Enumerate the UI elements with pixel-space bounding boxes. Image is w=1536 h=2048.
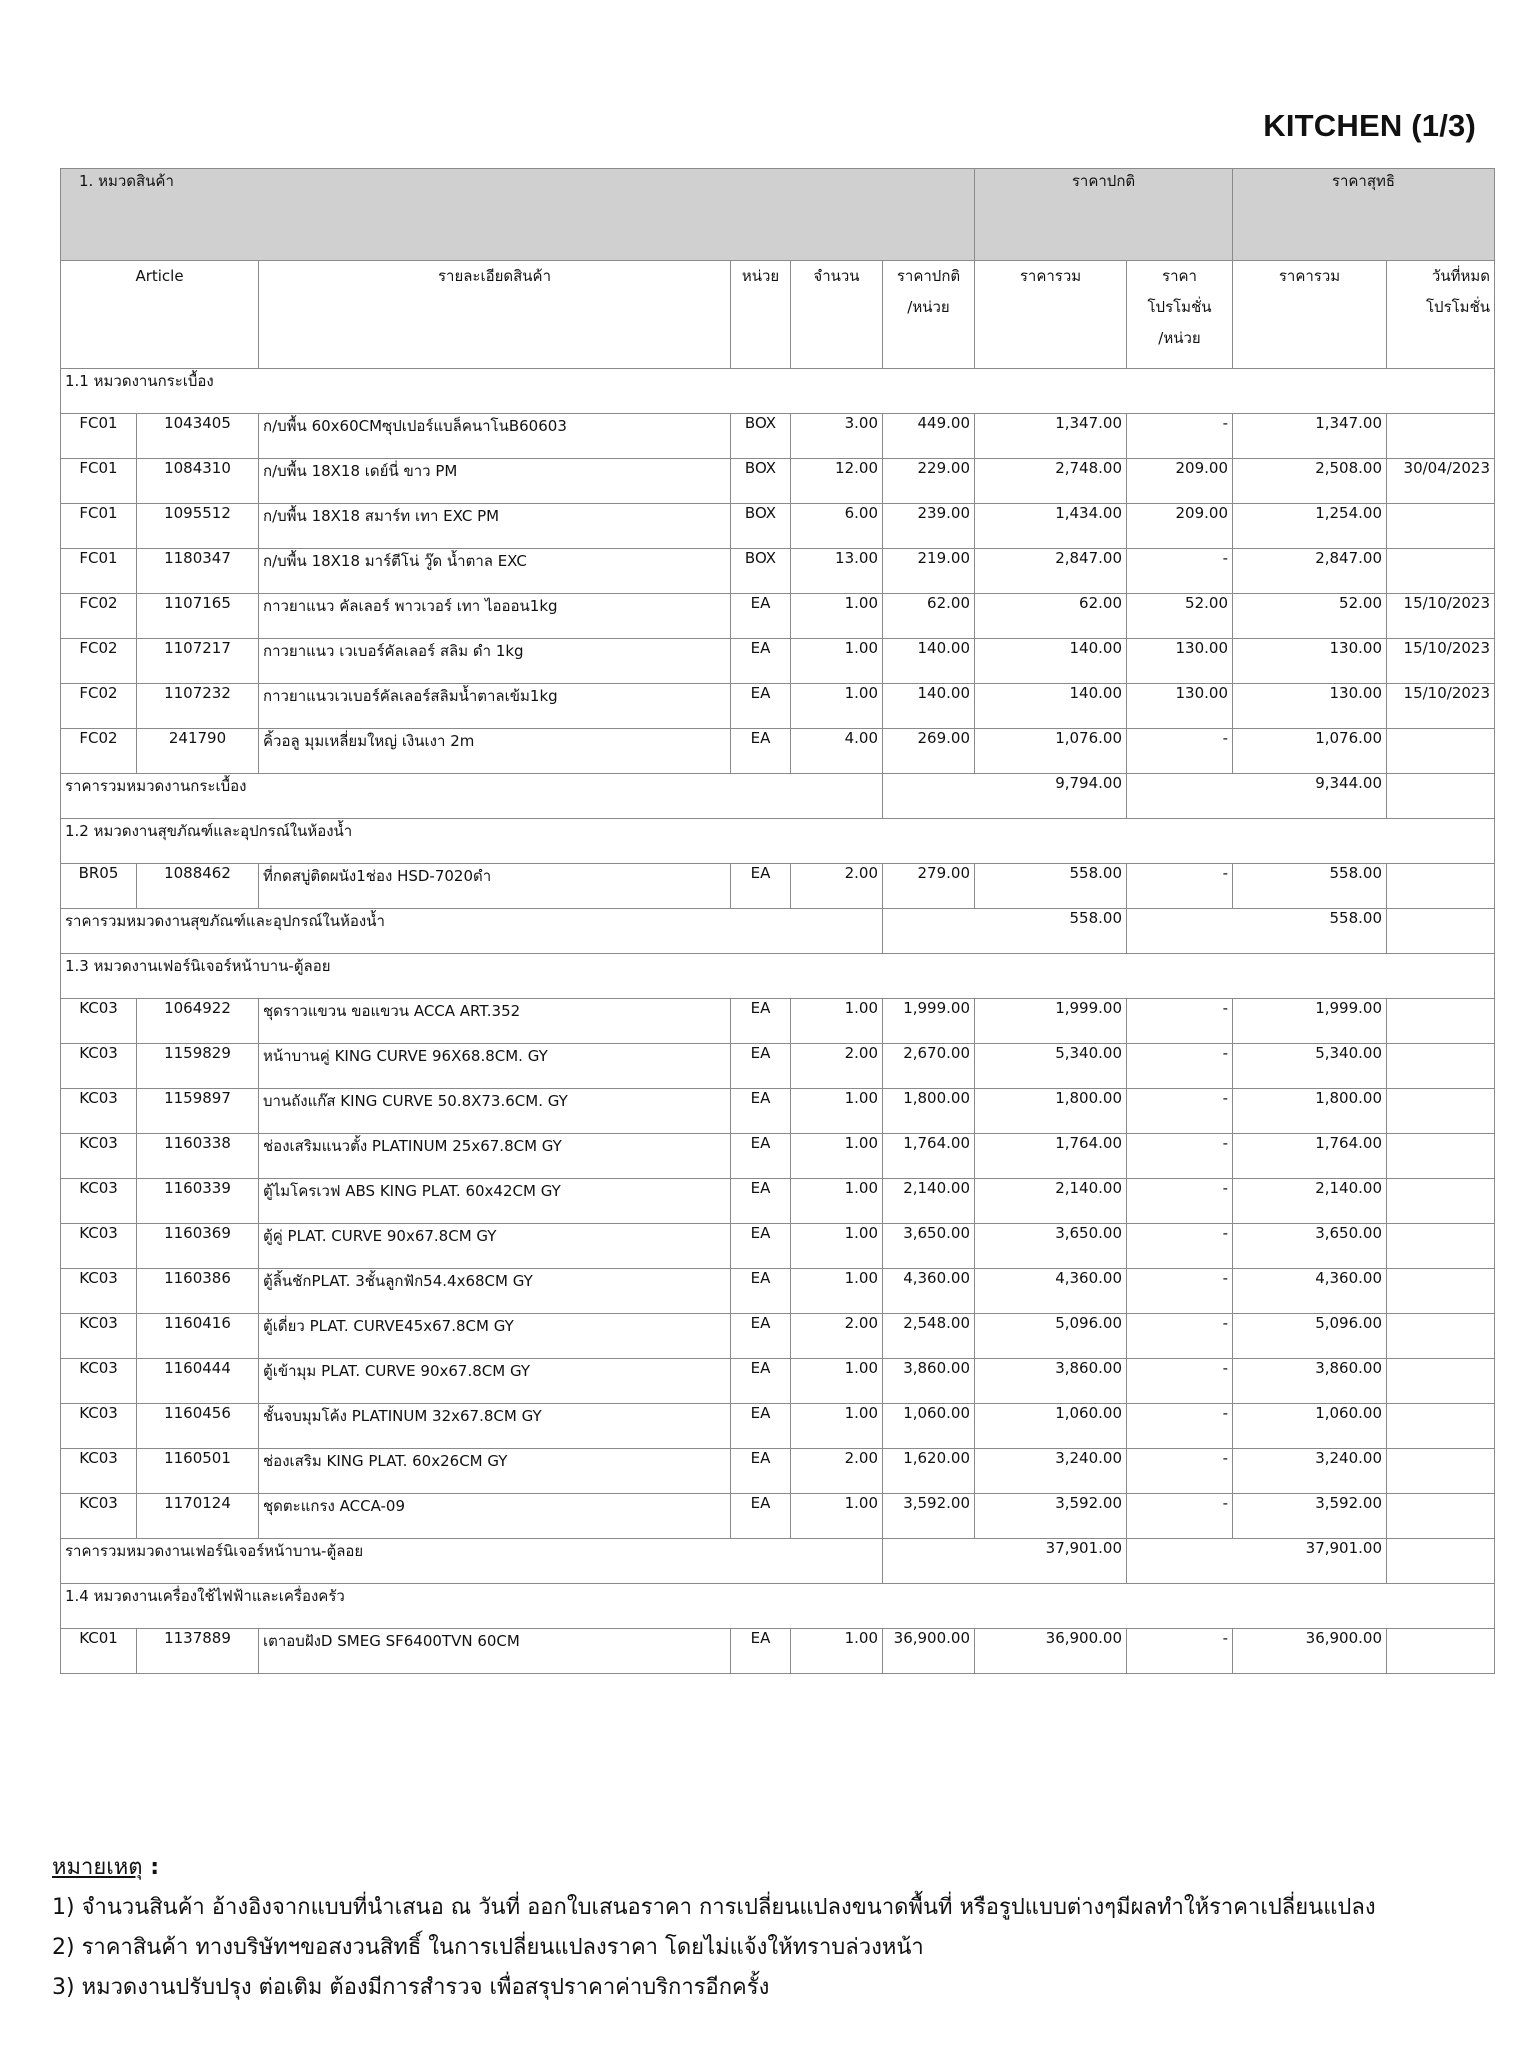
item-unit-price: 1,800.00 xyxy=(883,1089,975,1134)
item-promo-price: - xyxy=(1127,1494,1233,1539)
table-row xyxy=(61,1629,1495,1674)
item-unit: EA xyxy=(731,1314,791,1359)
subtotal-label: ราคารวมหมวดงานสุขภัณฑ์และอุปกรณ์ในห้องน้ำ xyxy=(61,909,883,954)
table-row xyxy=(61,549,1495,594)
item-promo-end-date xyxy=(1387,1494,1495,1539)
product-group-code: KC01 xyxy=(61,1629,137,1674)
item-unit-price: 239.00 xyxy=(883,504,975,549)
article-number: 1160386 xyxy=(137,1269,259,1314)
item-description: ก/บพื้น 60x60CMซุปเปอร์แบล็คนาโนB60603 xyxy=(259,414,731,459)
item-promo-end-date xyxy=(1387,414,1495,459)
item-total: 3,240.00 xyxy=(975,1449,1127,1494)
article-number: 1160416 xyxy=(137,1314,259,1359)
subtotal-empty-cell xyxy=(1387,909,1495,954)
item-unit-price: 1,764.00 xyxy=(883,1134,975,1179)
unit-price-header-line1: ราคาปกติ xyxy=(896,267,961,285)
item-description: บานถังแก๊ส KING CURVE 50.8X73.6CM. GY xyxy=(259,1089,731,1134)
subtotal-label: ราคารวมหมวดงานเฟอร์นิเจอร์หน้าบาน-ตู้ลอย xyxy=(61,1539,883,1584)
item-promo-end-date xyxy=(1387,1269,1495,1314)
product-group-code: KC03 xyxy=(61,1494,137,1539)
article-number: 1160444 xyxy=(137,1359,259,1404)
table-row xyxy=(61,1134,1495,1179)
item-total: 3,592.00 xyxy=(975,1494,1127,1539)
item-net-total: 1,060.00 xyxy=(1233,1404,1387,1449)
article-number: 1160456 xyxy=(137,1404,259,1449)
table-row xyxy=(61,1404,1495,1449)
item-promo-price: - xyxy=(1127,864,1233,909)
item-promo-end-date: 15/10/2023 xyxy=(1387,594,1495,639)
item-quantity: 1.00 xyxy=(791,1089,883,1134)
item-quantity: 6.00 xyxy=(791,504,883,549)
item-unit: EA xyxy=(731,1449,791,1494)
item-unit: EA xyxy=(731,1089,791,1134)
product-group-code: FC01 xyxy=(61,504,137,549)
article-number: 1160501 xyxy=(137,1449,259,1494)
item-total: 2,140.00 xyxy=(975,1179,1127,1224)
item-promo-end-date xyxy=(1387,549,1495,594)
item-promo-price: - xyxy=(1127,729,1233,774)
item-promo-price: - xyxy=(1127,1629,1233,1674)
item-unit-price: 2,548.00 xyxy=(883,1314,975,1359)
item-promo-end-date xyxy=(1387,1629,1495,1674)
item-unit: EA xyxy=(731,1404,791,1449)
product-group-code: KC03 xyxy=(61,1179,137,1224)
item-unit-price: 229.00 xyxy=(883,459,975,504)
item-total: 558.00 xyxy=(975,864,1127,909)
promo-price-column-header xyxy=(1127,261,1233,369)
section-title: 1.1 หมวดงานกระเบื้อง xyxy=(61,369,1495,414)
item-description: หน้าบานคู่ KING CURVE 96X68.8CM. GY xyxy=(259,1044,731,1089)
item-net-total: 4,360.00 xyxy=(1233,1269,1387,1314)
item-quantity: 1.00 xyxy=(791,1224,883,1269)
product-group-code: FC02 xyxy=(61,594,137,639)
item-description: ก/บพื้น 18X18 มาร์ตีโน่ วู๊ด น้ำตาล EXC xyxy=(259,549,731,594)
table-row xyxy=(61,999,1495,1044)
item-description: คิ้วอลู มุมเหลี่ยมใหญ่ เงินเงา 2m xyxy=(259,729,731,774)
item-quantity: 4.00 xyxy=(791,729,883,774)
item-unit: EA xyxy=(731,1494,791,1539)
subtotal-label: ราคารวมหมวดงานกระเบื้อง xyxy=(61,774,883,819)
article-number: 1064922 xyxy=(137,999,259,1044)
item-promo-price: - xyxy=(1127,549,1233,594)
promo-header-line3: /หน่วย xyxy=(1158,329,1201,347)
item-promo-end-date xyxy=(1387,1404,1495,1449)
item-unit-price: 62.00 xyxy=(883,594,975,639)
item-total: 36,900.00 xyxy=(975,1629,1127,1674)
item-promo-price: - xyxy=(1127,1404,1233,1449)
product-group-code: KC03 xyxy=(61,1089,137,1134)
item-quantity: 3.00 xyxy=(791,414,883,459)
item-unit: EA xyxy=(731,999,791,1044)
article-number: 1084310 xyxy=(137,459,259,504)
product-group-code: KC03 xyxy=(61,1314,137,1359)
item-description: ก/บพื้น 18X18 สมาร์ท เทา EXC PM xyxy=(259,504,731,549)
subtotal-total: 558.00 xyxy=(883,909,1127,954)
item-net-total: 2,508.00 xyxy=(1233,459,1387,504)
item-unit: BOX xyxy=(731,414,791,459)
item-quantity: 1.00 xyxy=(791,1404,883,1449)
item-promo-end-date xyxy=(1387,1134,1495,1179)
promo-end-header-line2: โปรโมชั่น xyxy=(1425,298,1490,316)
item-quantity: 2.00 xyxy=(791,1314,883,1359)
item-quantity: 2.00 xyxy=(791,1449,883,1494)
item-net-total: 130.00 xyxy=(1233,639,1387,684)
item-total: 1,800.00 xyxy=(975,1089,1127,1134)
product-group-code: KC03 xyxy=(61,1044,137,1089)
item-quantity: 1.00 xyxy=(791,1494,883,1539)
item-net-total: 3,650.00 xyxy=(1233,1224,1387,1269)
table-row xyxy=(61,1089,1495,1134)
promo-header-line1: ราคา xyxy=(1162,267,1197,285)
item-promo-end-date xyxy=(1387,1359,1495,1404)
table-row xyxy=(61,1494,1495,1539)
item-description: ช่องเสริม KING PLAT. 60x26CM GY xyxy=(259,1449,731,1494)
item-description: ตู้ไมโครเวฟ ABS KING PLAT. 60x42CM GY xyxy=(259,1179,731,1224)
item-description: เตาอบฝังD SMEG SF6400TVN 60CM xyxy=(259,1629,731,1674)
item-promo-end-date xyxy=(1387,504,1495,549)
table-row xyxy=(61,1449,1495,1494)
product-group-code: KC03 xyxy=(61,999,137,1044)
product-group-code: FC01 xyxy=(61,414,137,459)
unit-price-column-header xyxy=(883,261,975,369)
item-quantity: 13.00 xyxy=(791,549,883,594)
item-description: ตู้เดี่ยว PLAT. CURVE45x67.8CM GY xyxy=(259,1314,731,1359)
item-net-total: 130.00 xyxy=(1233,684,1387,729)
item-total: 3,860.00 xyxy=(975,1359,1127,1404)
article-column-header: Article xyxy=(61,261,259,369)
product-group-code: FC02 xyxy=(61,729,137,774)
item-unit: EA xyxy=(731,1629,791,1674)
item-promo-price: - xyxy=(1127,1269,1233,1314)
item-net-total: 1,764.00 xyxy=(1233,1134,1387,1179)
table-row xyxy=(61,1224,1495,1269)
item-quantity: 1.00 xyxy=(791,1629,883,1674)
item-promo-end-date xyxy=(1387,999,1495,1044)
item-total: 1,076.00 xyxy=(975,729,1127,774)
item-total: 1,060.00 xyxy=(975,1404,1127,1449)
article-number: 1160369 xyxy=(137,1224,259,1269)
table-row xyxy=(61,414,1495,459)
promo-end-header-line1: วันที่หมด xyxy=(1431,267,1490,285)
item-description: กาวยาแนว เวเบอร์คัลเลอร์ สลิม ดำ 1kg xyxy=(259,639,731,684)
item-unit-price: 1,999.00 xyxy=(883,999,975,1044)
notes-section xyxy=(52,1848,1376,2008)
item-quantity: 1.00 xyxy=(791,684,883,729)
subtotal-empty-cell xyxy=(1387,1539,1495,1584)
net-price-header: ราคาสุทธิ xyxy=(1233,169,1495,261)
item-description: ก/บพื้น 18X18 เดย์นี่ ขาว PM xyxy=(259,459,731,504)
note-line-2: 2) ราคาสินค้า ทางบริษัทฯขอสงวนสิทธิ์ ในการเปลี่ยนแปลงราคา โดยไม่แจ้งให้ทราบล่วงหน้า xyxy=(52,1935,924,1960)
product-group-code: FC01 xyxy=(61,459,137,504)
item-promo-end-date xyxy=(1387,1314,1495,1359)
item-quantity: 2.00 xyxy=(791,864,883,909)
note-line-3: 3) หมวดงานปรับปรุง ต่อเติม ต้องมีการสำรวจ เพื่อสรุปราคาค่าบริการอีกครั้ง xyxy=(52,1975,770,2000)
product-group-code: KC03 xyxy=(61,1269,137,1314)
item-description: ชุดตะแกรง ACCA-09 xyxy=(259,1494,731,1539)
table-row xyxy=(61,504,1495,549)
article-number: 1170124 xyxy=(137,1494,259,1539)
item-quantity: 1.00 xyxy=(791,1359,883,1404)
subtotal-total: 9,794.00 xyxy=(883,774,1127,819)
item-total: 3,650.00 xyxy=(975,1224,1127,1269)
article-number: 1159829 xyxy=(137,1044,259,1089)
item-unit-price: 36,900.00 xyxy=(883,1629,975,1674)
section-header-row xyxy=(61,819,1495,864)
item-promo-price: 52.00 xyxy=(1127,594,1233,639)
product-group-code: FC01 xyxy=(61,549,137,594)
item-net-total: 1,999.00 xyxy=(1233,999,1387,1044)
table-row xyxy=(61,1044,1495,1089)
item-unit: EA xyxy=(731,639,791,684)
item-unit-price: 140.00 xyxy=(883,639,975,684)
item-promo-price: - xyxy=(1127,1314,1233,1359)
subtotal-net: 37,901.00 xyxy=(1127,1539,1387,1584)
item-quantity: 1.00 xyxy=(791,1179,883,1224)
qty-column-header: จำนวน xyxy=(791,261,883,369)
item-promo-price: - xyxy=(1127,1359,1233,1404)
item-total: 1,434.00 xyxy=(975,504,1127,549)
item-promo-end-date xyxy=(1387,729,1495,774)
article-number: 1095512 xyxy=(137,504,259,549)
notes-heading xyxy=(52,1848,1376,1888)
subtotal-row xyxy=(61,909,1495,954)
table-row xyxy=(61,864,1495,909)
item-total: 2,748.00 xyxy=(975,459,1127,504)
item-quantity: 1.00 xyxy=(791,594,883,639)
table-column-header-row xyxy=(61,261,1495,369)
normal-price-header: ราคาปกติ xyxy=(975,169,1233,261)
product-group-code: FC02 xyxy=(61,639,137,684)
article-number: 1159897 xyxy=(137,1089,259,1134)
item-unit-price: 3,592.00 xyxy=(883,1494,975,1539)
item-net-total: 2,140.00 xyxy=(1233,1179,1387,1224)
item-unit-price: 269.00 xyxy=(883,729,975,774)
section-title: 1.4 หมวดงานเครื่องใช้ไฟฟ้าและเครื่องครัว xyxy=(61,1584,1495,1629)
table-row xyxy=(61,594,1495,639)
table-row xyxy=(61,729,1495,774)
item-promo-price: - xyxy=(1127,414,1233,459)
item-net-total: 3,860.00 xyxy=(1233,1359,1387,1404)
item-unit: EA xyxy=(731,1044,791,1089)
product-group-code: FC02 xyxy=(61,684,137,729)
item-net-total: 1,076.00 xyxy=(1233,729,1387,774)
item-unit: EA xyxy=(731,1359,791,1404)
article-number: 1107165 xyxy=(137,594,259,639)
item-promo-price: - xyxy=(1127,999,1233,1044)
promo-header-line2: โปรโมชั่น xyxy=(1147,298,1212,316)
item-promo-end-date xyxy=(1387,1044,1495,1089)
notes-colon: : xyxy=(142,1855,160,1880)
product-group-code: KC03 xyxy=(61,1224,137,1269)
unit-column-header: หน่วย xyxy=(731,261,791,369)
item-promo-end-date: 15/10/2023 xyxy=(1387,639,1495,684)
item-description: ช่องเสริมแนวตั้ง PLATINUM 25x67.8CM GY xyxy=(259,1134,731,1179)
item-unit: BOX xyxy=(731,549,791,594)
item-promo-price: 130.00 xyxy=(1127,639,1233,684)
item-promo-price: 209.00 xyxy=(1127,504,1233,549)
item-net-total: 5,096.00 xyxy=(1233,1314,1387,1359)
item-promo-price: - xyxy=(1127,1449,1233,1494)
item-description: ตู้ลิ้นชักPLAT. 3ชั้นลูกฟัก54.4x68CM GY xyxy=(259,1269,731,1314)
table-row xyxy=(61,639,1495,684)
item-promo-price: - xyxy=(1127,1044,1233,1089)
product-group-code: BR05 xyxy=(61,864,137,909)
article-number: 1180347 xyxy=(137,549,259,594)
item-total: 4,360.00 xyxy=(975,1269,1127,1314)
section-title: 1.3 หมวดงานเฟอร์นิเจอร์หน้าบาน-ตู้ลอย xyxy=(61,954,1495,999)
item-promo-end-date: 15/10/2023 xyxy=(1387,684,1495,729)
item-net-total: 2,847.00 xyxy=(1233,549,1387,594)
item-unit: BOX xyxy=(731,504,791,549)
total-column-header: ราคารวม xyxy=(975,261,1127,369)
item-total: 5,340.00 xyxy=(975,1044,1127,1089)
item-unit-price: 279.00 xyxy=(883,864,975,909)
item-unit-price: 2,140.00 xyxy=(883,1179,975,1224)
item-unit-price: 4,360.00 xyxy=(883,1269,975,1314)
net-total-column-header: ราคารวม xyxy=(1233,261,1387,369)
item-net-total: 5,340.00 xyxy=(1233,1044,1387,1089)
item-quantity: 1.00 xyxy=(791,1134,883,1179)
article-number: 1160339 xyxy=(137,1179,259,1224)
item-total: 140.00 xyxy=(975,639,1127,684)
item-total: 1,347.00 xyxy=(975,414,1127,459)
item-quantity: 1.00 xyxy=(791,639,883,684)
promo-end-column-header xyxy=(1387,261,1495,369)
item-promo-price: - xyxy=(1127,1134,1233,1179)
article-number: 1160338 xyxy=(137,1134,259,1179)
product-group-code: KC03 xyxy=(61,1359,137,1404)
subtotal-empty-cell xyxy=(1387,774,1495,819)
item-promo-price: 209.00 xyxy=(1127,459,1233,504)
item-total: 1,764.00 xyxy=(975,1134,1127,1179)
item-promo-end-date xyxy=(1387,1179,1495,1224)
item-unit: EA xyxy=(731,1179,791,1224)
table-row xyxy=(61,1269,1495,1314)
item-description: ชุดราวแขวน ขอแขวน ACCA ART.352 xyxy=(259,999,731,1044)
product-group-code: KC03 xyxy=(61,1134,137,1179)
item-total: 62.00 xyxy=(975,594,1127,639)
item-description: ตู้คู่ PLAT. CURVE 90x67.8CM GY xyxy=(259,1224,731,1269)
subtotal-row xyxy=(61,774,1495,819)
item-promo-price: - xyxy=(1127,1224,1233,1269)
subtotal-net: 558.00 xyxy=(1127,909,1387,954)
item-total: 1,999.00 xyxy=(975,999,1127,1044)
table-row xyxy=(61,684,1495,729)
article-number: 241790 xyxy=(137,729,259,774)
item-unit: EA xyxy=(731,864,791,909)
item-net-total: 3,240.00 xyxy=(1233,1449,1387,1494)
item-unit-price: 2,670.00 xyxy=(883,1044,975,1089)
item-unit-price: 140.00 xyxy=(883,684,975,729)
item-unit-price: 3,860.00 xyxy=(883,1359,975,1404)
section-title: 1.2 หมวดงานสุขภัณฑ์และอุปกรณ์ในห้องน้ำ xyxy=(61,819,1495,864)
item-net-total: 1,800.00 xyxy=(1233,1089,1387,1134)
table-group-header-row xyxy=(61,169,1495,261)
item-unit: EA xyxy=(731,729,791,774)
item-net-total: 1,347.00 xyxy=(1233,414,1387,459)
item-promo-end-date xyxy=(1387,1224,1495,1269)
item-unit: EA xyxy=(731,1269,791,1314)
item-quantity: 1.00 xyxy=(791,1269,883,1314)
article-number: 1088462 xyxy=(137,864,259,909)
section-header-row xyxy=(61,369,1495,414)
product-group-code: KC03 xyxy=(61,1449,137,1494)
item-unit-price: 1,060.00 xyxy=(883,1404,975,1449)
section-header-row xyxy=(61,1584,1495,1629)
item-promo-end-date xyxy=(1387,864,1495,909)
item-description: ตู้เข้ามุม PLAT. CURVE 90x67.8CM GY xyxy=(259,1359,731,1404)
item-promo-end-date xyxy=(1387,1089,1495,1134)
item-unit: EA xyxy=(731,1134,791,1179)
item-description: กาวยาแนว คัลเลอร์ พาวเวอร์ เทา ไอออน1kg xyxy=(259,594,731,639)
item-quantity: 12.00 xyxy=(791,459,883,504)
document-title: KITCHEN (1/3) xyxy=(1263,108,1476,143)
table-row xyxy=(61,459,1495,504)
item-promo-price: - xyxy=(1127,1089,1233,1134)
item-unit: EA xyxy=(731,684,791,729)
quotation-table xyxy=(60,168,1495,1674)
item-total: 2,847.00 xyxy=(975,549,1127,594)
unit-price-header-line2: /หน่วย xyxy=(907,298,950,316)
item-unit: EA xyxy=(731,594,791,639)
item-net-total: 3,592.00 xyxy=(1233,1494,1387,1539)
item-unit: BOX xyxy=(731,459,791,504)
item-description: ชั้นจบมุมโค้ง PLATINUM 32x67.8CM GY xyxy=(259,1404,731,1449)
subtotal-net: 9,344.00 xyxy=(1127,774,1387,819)
note-line-1: 1) จำนวนสินค้า อ้างอิงจากแบบที่นำเสนอ ณ วันที่ ออกใบเสนอราคา การเปลี่ยนแปลงขนาดพื้นที่ หรือรูปแบบต่างๆมีผลทำให้ราคาเปลี่ยนแปลง xyxy=(52,1895,1376,1920)
item-unit: EA xyxy=(731,1224,791,1269)
item-net-total: 36,900.00 xyxy=(1233,1629,1387,1674)
item-unit-price: 219.00 xyxy=(883,549,975,594)
table-row xyxy=(61,1314,1495,1359)
subtotal-total: 37,901.00 xyxy=(883,1539,1127,1584)
article-number: 1107217 xyxy=(137,639,259,684)
item-total: 140.00 xyxy=(975,684,1127,729)
article-number: 1137889 xyxy=(137,1629,259,1674)
article-number: 1043405 xyxy=(137,414,259,459)
item-unit-price: 3,650.00 xyxy=(883,1224,975,1269)
item-description: ที่กดสบู่ติดผนัง1ช่อง HSD-7020ดำ xyxy=(259,864,731,909)
item-quantity: 2.00 xyxy=(791,1044,883,1089)
section-header-row xyxy=(61,954,1495,999)
category-header: 1. หมวดสินค้า xyxy=(61,169,975,261)
product-group-code: KC03 xyxy=(61,1404,137,1449)
item-net-total: 1,254.00 xyxy=(1233,504,1387,549)
item-quantity: 1.00 xyxy=(791,999,883,1044)
item-promo-end-date xyxy=(1387,1449,1495,1494)
subtotal-row xyxy=(61,1539,1495,1584)
item-unit-price: 449.00 xyxy=(883,414,975,459)
table-row xyxy=(61,1179,1495,1224)
table-row xyxy=(61,1359,1495,1404)
item-promo-price: - xyxy=(1127,1179,1233,1224)
item-promo-price: 130.00 xyxy=(1127,684,1233,729)
item-promo-end-date: 30/04/2023 xyxy=(1387,459,1495,504)
notes-title: หมายเหตุ xyxy=(52,1855,143,1880)
item-net-total: 558.00 xyxy=(1233,864,1387,909)
item-total: 5,096.00 xyxy=(975,1314,1127,1359)
item-unit-price: 1,620.00 xyxy=(883,1449,975,1494)
description-column-header: รายละเอียดสินค้า xyxy=(259,261,731,369)
article-number: 1107232 xyxy=(137,684,259,729)
item-net-total: 52.00 xyxy=(1233,594,1387,639)
item-description: กาวยาแนวเวเบอร์คัลเลอร์สลิมน้ำตาลเข้ม1kg xyxy=(259,684,731,729)
